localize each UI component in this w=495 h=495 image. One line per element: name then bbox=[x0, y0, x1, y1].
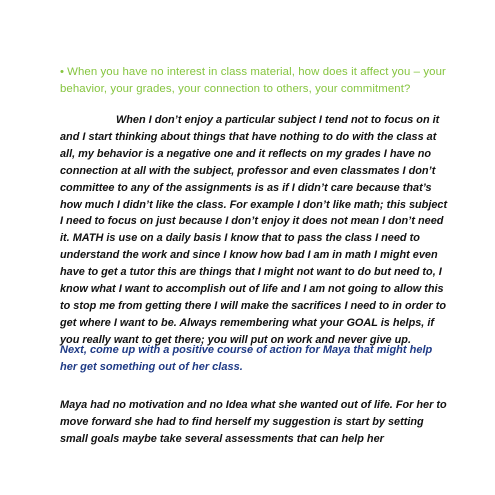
answer-paragraph bbox=[60, 112, 448, 349]
answer-text: When I don’t enjoy a particular subject I tend not to focus on it and I start thinking about things that have nothing to do with the class at all, my behavior is a negative one and it reflects on my grades I have no connection at all with the subject, professor and even classmates I don’t committee to any of the assignments is as if I didn’t care because that’s how much I didn’t like the class. For example I don’t like math; this subject I need to focus on just because I don’t enjoy it does not mean I don’t need it. MATH is use on a daily basis I know that to pass the class I need to understand the work and since I know how bad I am in math I might even have to get a tutor this are things that I might not want to do but need to, I know what I want to accomplish out of life and I am not going to allow this to stop me from getting there I will make the sacrifices I need to in order to get where I want to be. Always remembering what your GOAL is helps, if you really want to get there; you will put on work and never give up. bbox=[60, 114, 448, 346]
question-label: When you have no interest in class material, how does it affect you – your behavior, your grades, your connection to others, your commitment? bbox=[60, 66, 446, 95]
question-text bbox=[60, 64, 450, 97]
response-paragraph: Maya had no motivation and no Idea what she wanted out of life. For her to move forward she had to find herself my suggestion is start by setting small goals maybe take several assessments that can help her bbox=[60, 399, 447, 445]
bullet: • bbox=[60, 66, 65, 78]
prompt-text: Next, come up with a positive course of action for Maya that might help her get something out of her class. bbox=[60, 344, 433, 373]
